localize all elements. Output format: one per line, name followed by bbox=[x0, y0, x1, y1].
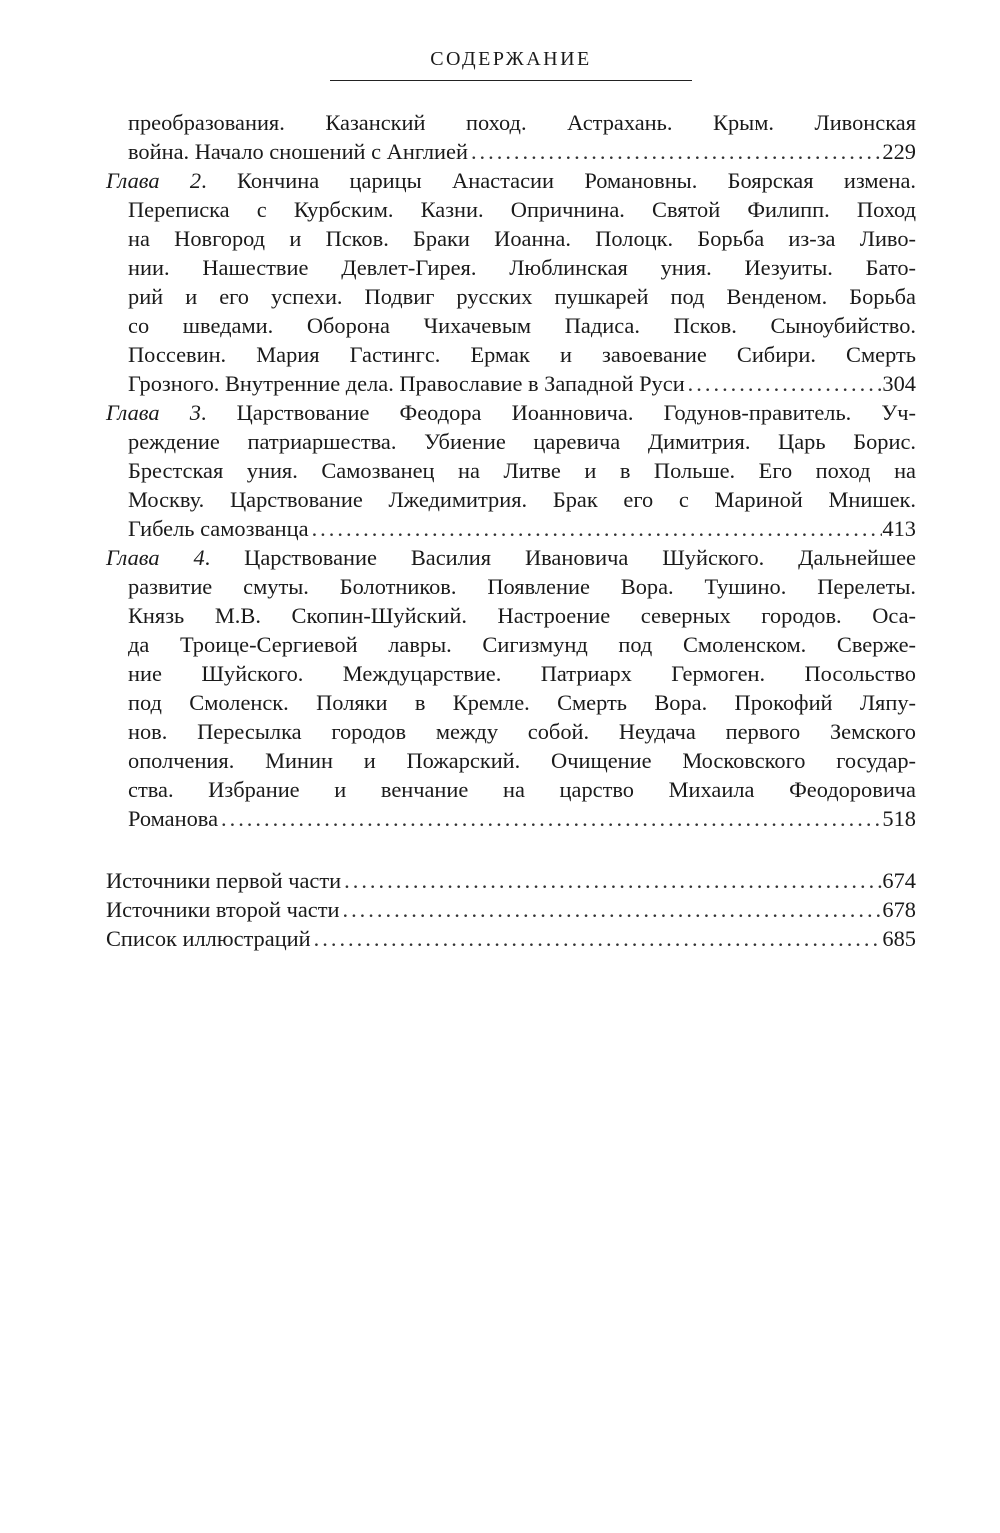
page-number: 304 bbox=[882, 371, 916, 396]
entry-text-line: нов. Пересылка городов между собой. Неудача первого Земского bbox=[128, 719, 916, 744]
entry-last-line bbox=[106, 804, 916, 833]
page-number: 678 bbox=[882, 897, 916, 922]
entry-text-line: Поссевин. Мария Гастингс. Ермак и завоевание Сибири. Смерть bbox=[128, 342, 916, 367]
entry-title: Список иллюстраций bbox=[106, 926, 311, 951]
entry-text-line: развитие смуты. Болотников. Появление Вора. Тушино. Перелеты. bbox=[128, 574, 916, 599]
entry-last-line bbox=[106, 514, 916, 543]
entry-text-line: со шведами. Оборона Чихачевым Падиса. Псков. Сыноубийство. bbox=[128, 313, 916, 338]
dot-leader bbox=[311, 924, 883, 953]
entry-text-line: Переписка с Курбским. Казни. Опричнина. Святой Филипп. Поход bbox=[128, 197, 916, 222]
chapter-label: Глава 3 bbox=[106, 400, 201, 425]
dot-leader bbox=[309, 514, 883, 543]
toc-entry-chapter-1-continued bbox=[106, 108, 916, 166]
page-number: 229 bbox=[882, 139, 916, 164]
entry-text-line: Князь М.В. Скопин-Шуйский. Настроение северных городов. Оса- bbox=[128, 603, 916, 628]
dot-leader bbox=[685, 369, 883, 398]
entry-title: Источники первой части bbox=[106, 868, 342, 893]
entry-text-line: война. Начало сношений с Англией bbox=[128, 139, 468, 164]
dot-leader bbox=[218, 804, 882, 833]
entry-text-line: Романова bbox=[128, 806, 219, 831]
entry-text-line: Москву. Царствование Лжедимитрия. Брак его с Мариной Мнишек. bbox=[128, 487, 916, 512]
page-number: 413 bbox=[882, 516, 916, 541]
toc-entry-illustrations bbox=[106, 924, 916, 953]
entry-text-line: Грозного. Внутренние дела. Православие в Западной Руси bbox=[128, 371, 685, 396]
entry-text-line: под Смоленск. Поляки в Кремле. Смерть Вора. Прокофий Ляпу- bbox=[128, 690, 916, 715]
chapter-label: Глава 4 bbox=[106, 545, 205, 570]
chapter-label: Глава 2 bbox=[106, 168, 202, 193]
entry-text-line: да Троице-Сергиевой лавры. Сигизмунд под Смоленском. Сверже- bbox=[128, 632, 916, 657]
dot-leader bbox=[339, 895, 882, 924]
page-number: 674 bbox=[882, 868, 916, 893]
page-number: 685 bbox=[882, 926, 916, 951]
toc-entry-chapter-4 bbox=[106, 543, 916, 833]
entry-text-line: рий и его успехи. Подвиг русских пушкарей под Венденом. Борьба bbox=[128, 284, 916, 309]
toc-entry-sources-part-1 bbox=[106, 866, 916, 895]
toc-entry-sources-part-2 bbox=[106, 895, 916, 924]
dot-leader bbox=[468, 137, 882, 166]
toc-entry-chapter-2 bbox=[106, 166, 916, 398]
entry-text-line: Гибель самозванца bbox=[128, 516, 309, 541]
entry-title: Источники второй части bbox=[106, 897, 340, 922]
entry-text-line: ства. Избрание и венчание на царство Михаила Феодоровича bbox=[128, 777, 916, 802]
toc-entry-chapter-3 bbox=[106, 398, 916, 543]
entry-text-line: Брестская уния. Самозванец на Литве и в Польше. Его поход на bbox=[128, 458, 916, 483]
running-head-rule bbox=[330, 80, 692, 81]
entry-text-line: . Царствование Феодора Иоанновича. Годунов-правитель. Уч- bbox=[200, 400, 916, 425]
entry-first-line bbox=[106, 398, 916, 427]
section-gap bbox=[106, 833, 916, 866]
entry-text-line: ополчения. Минин и Пожарский. Очищение Московского государ- bbox=[128, 748, 916, 773]
entry-text-line: . Царствование Василия Ивановича Шуйского. Дальнейшее bbox=[204, 545, 916, 570]
entry-first-line bbox=[106, 543, 916, 572]
table-of-contents bbox=[106, 108, 916, 953]
entry-last-line bbox=[106, 137, 916, 166]
running-head: СОДЕРЖАНИЕ bbox=[430, 48, 592, 70]
page-number: 518 bbox=[882, 806, 916, 831]
entry-text-line: реждение патриаршества. Убиение царевича Димитрия. Царь Борис. bbox=[128, 429, 916, 454]
entry-last-line bbox=[106, 369, 916, 398]
dot-leader bbox=[341, 866, 882, 895]
entry-text-line: . Кончина царицы Анастасии Романовны. Боярская измена. bbox=[201, 168, 916, 193]
entry-text-line: нии. Нашествие Девлет-Гирея. Люблинская уния. Иезуиты. Бато- bbox=[128, 255, 916, 280]
entry-text-line: преобразования. Казанский поход. Астрахань. Крым. Ливонская bbox=[128, 110, 916, 135]
entry-text-line: ние Шуйского. Междуцарствие. Патриарх Гермоген. Посольство bbox=[128, 661, 916, 686]
entry-first-line bbox=[106, 166, 916, 195]
entry-text-line: на Новгород и Псков. Браки Иоанна. Полоцк. Борьба из-за Ливо- bbox=[128, 226, 916, 251]
